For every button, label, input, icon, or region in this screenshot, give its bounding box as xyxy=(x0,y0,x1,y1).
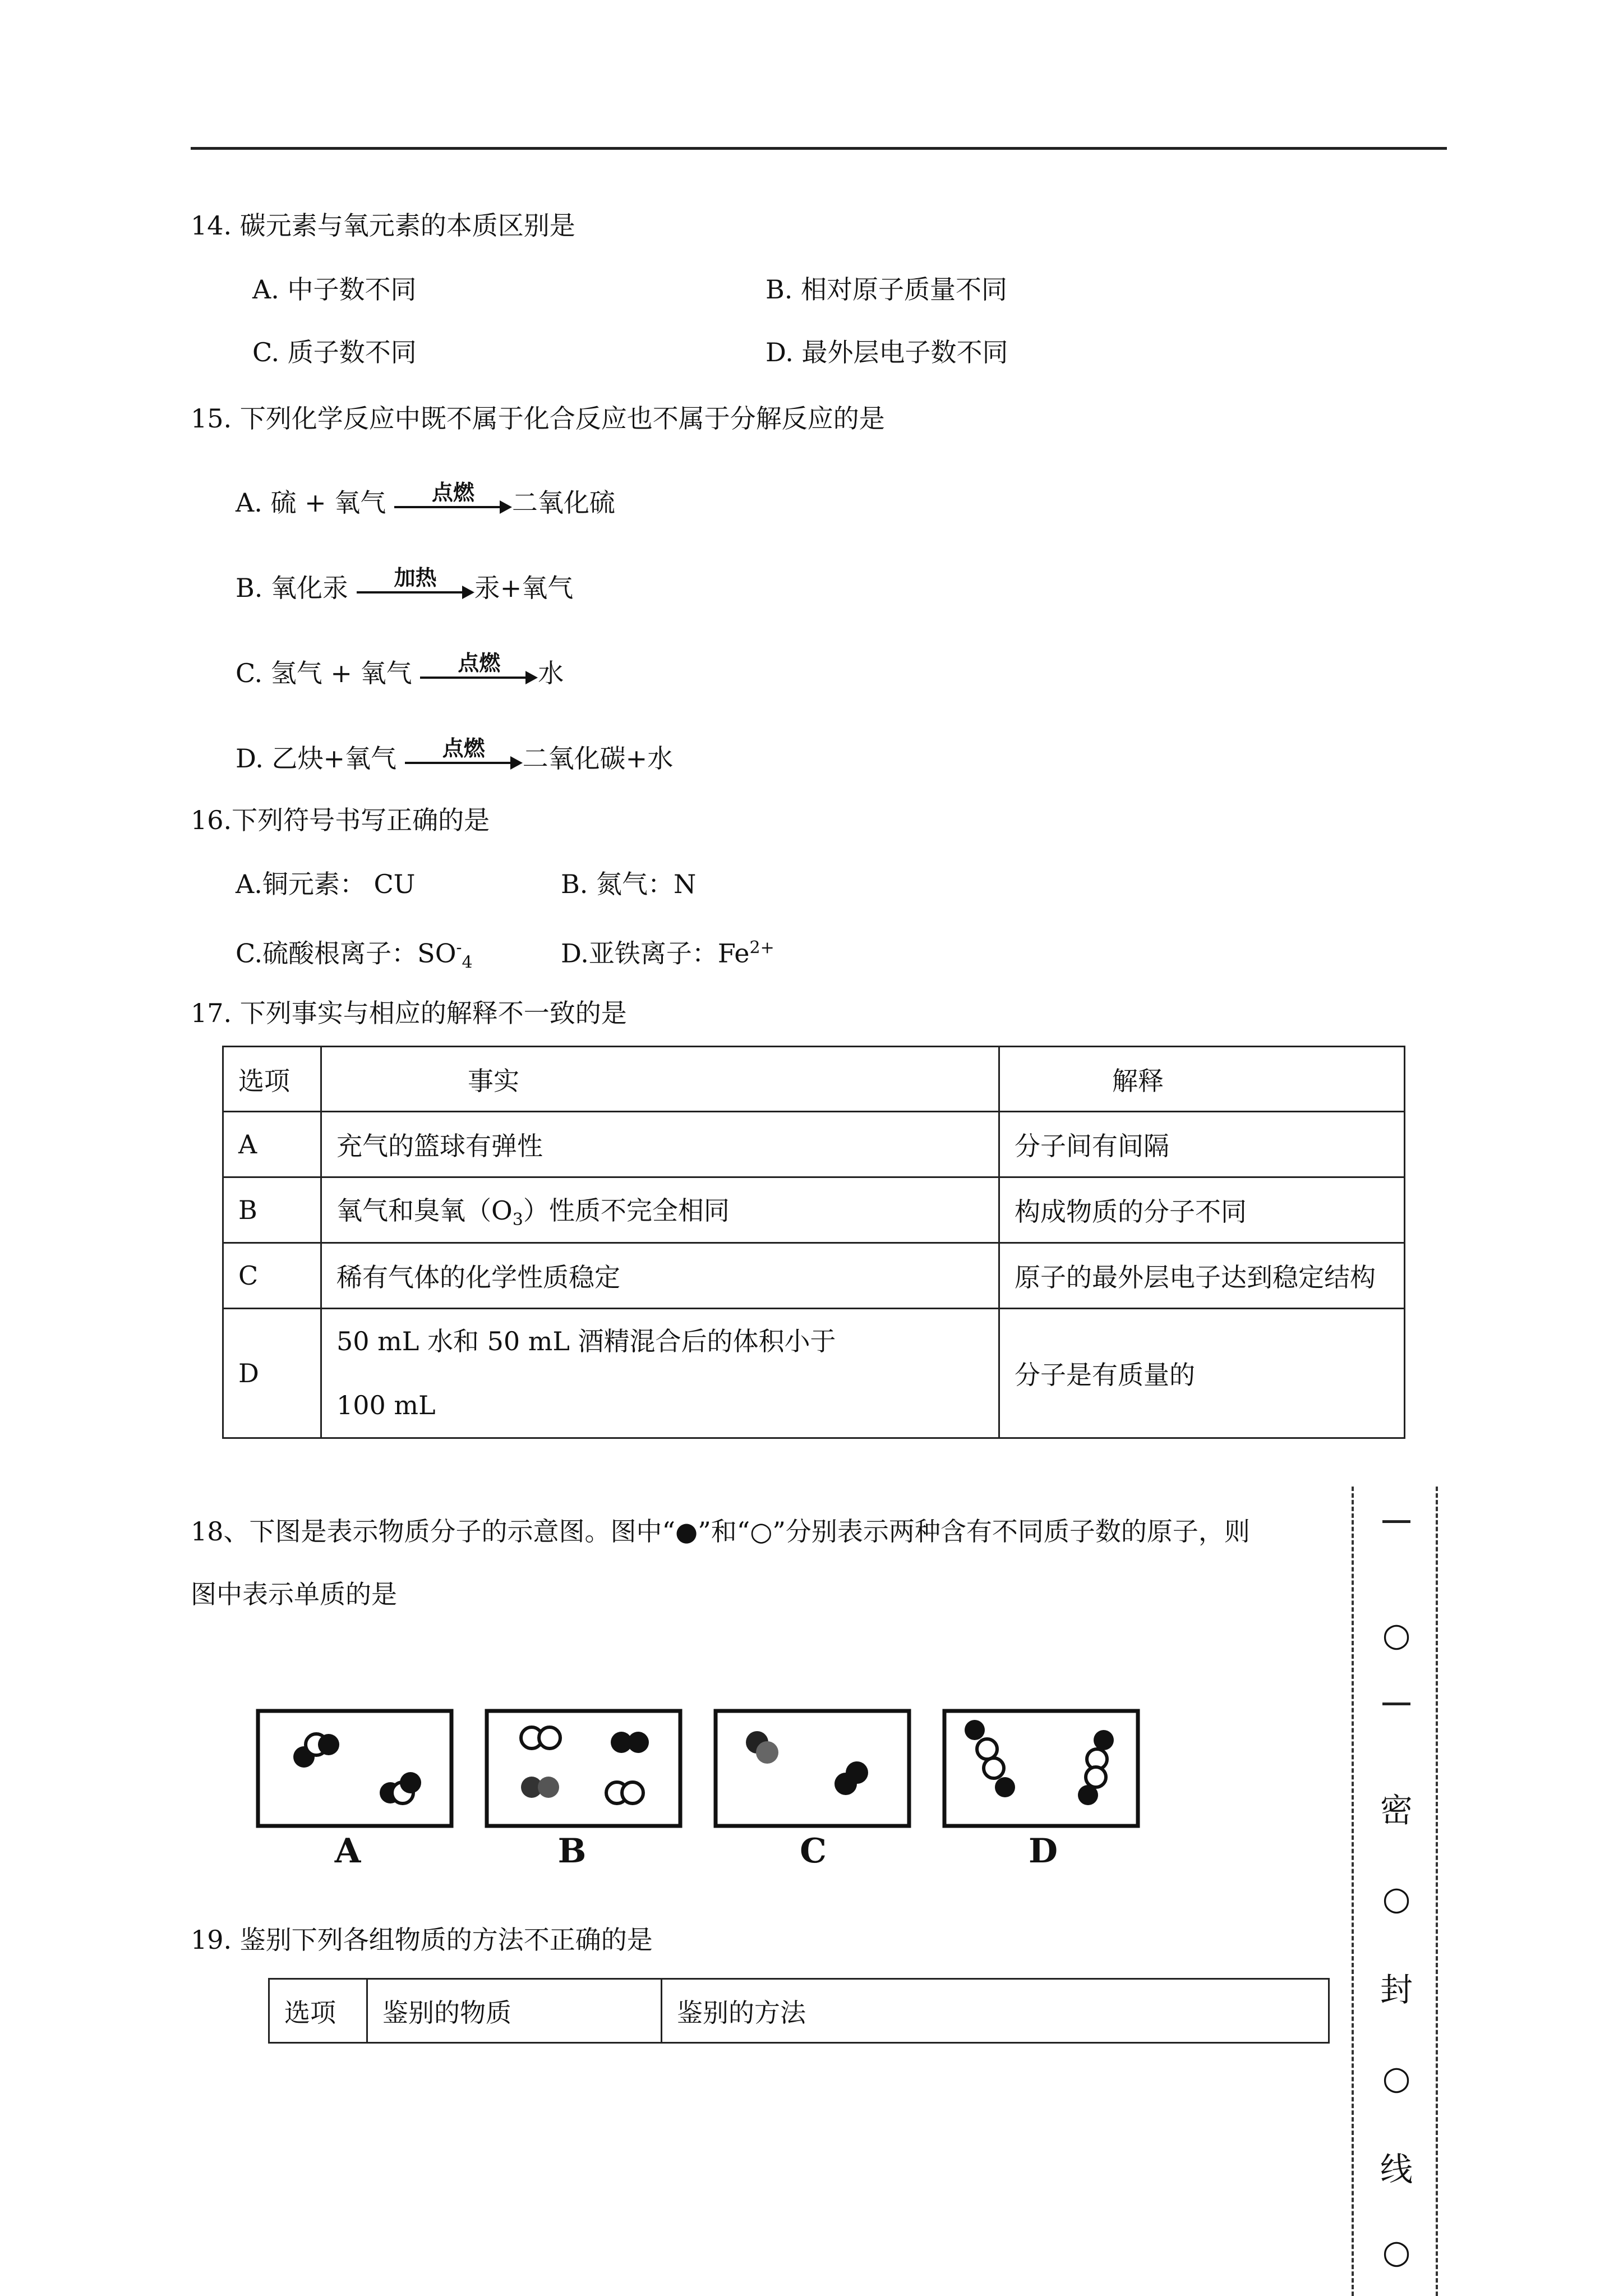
q17-table xyxy=(222,1046,1405,1439)
q18-line1: 18、下图是表示物质分子的示意图。图中“●”和“○”分别表示两种含有不同质子数的原子，则 xyxy=(191,1516,1250,1547)
molecule-box-a xyxy=(258,1711,451,1871)
row-explanation: 分子间有间隔 xyxy=(999,1112,1405,1177)
reaction-condition: 点燃 xyxy=(431,480,474,505)
molecule-label-a: A xyxy=(334,1832,361,1871)
reaction-arrow xyxy=(394,480,512,522)
row-option: D xyxy=(223,1309,321,1438)
table-row xyxy=(223,1243,1405,1309)
seal-circle: ○ xyxy=(1382,2059,1411,2097)
q14-option-a: A. 中子数不同 xyxy=(252,274,417,305)
q16-option-d xyxy=(561,931,774,970)
table-row xyxy=(223,1309,1405,1438)
row-explanation: 分子是有质量的 xyxy=(999,1309,1405,1438)
molecule-diagrams xyxy=(236,1694,1178,1874)
q15-stem: 15. 下列化学反应中既不属于化合反应也不属于分解反应的是 xyxy=(191,403,885,434)
q16-stem: 16.下列符号书写正确的是 xyxy=(191,805,490,835)
q14-stem: 14. 碳元素与氧元素的本质区别是 xyxy=(191,210,575,241)
q16-d-text: D.亚铁离子：Fe xyxy=(561,938,750,969)
q15-a-reactants: A. 硫 + 氧气 xyxy=(236,487,386,518)
margin-rule xyxy=(1382,1520,1410,1523)
q15-d-products: 二氧化碳+水 xyxy=(522,743,674,774)
molecule-box-b xyxy=(487,1711,680,1871)
q15-option-d xyxy=(236,735,674,777)
q14-option-c: C. 质子数不同 xyxy=(252,337,417,367)
q15-option-b xyxy=(236,565,574,607)
reaction-condition: 加热 xyxy=(394,565,437,590)
table-row xyxy=(223,1112,1405,1177)
header-option: 选项 xyxy=(223,1047,321,1112)
table-row xyxy=(223,1177,1405,1243)
table-header-row xyxy=(223,1047,1405,1112)
q15-b-products: 汞+氧气 xyxy=(474,573,574,603)
row-option: B xyxy=(223,1177,321,1243)
header-method: 鉴别的方法 xyxy=(662,1979,1329,2043)
seal-circle: ○ xyxy=(1382,2233,1411,2271)
molecule-label-c: C xyxy=(800,1832,827,1871)
reaction-arrow xyxy=(357,565,474,607)
q14-option-d: D. 最外层电子数不同 xyxy=(766,337,1008,367)
header-rule xyxy=(191,147,1447,150)
q15-c-reactants: C. 氢气 + 氧气 xyxy=(236,658,412,688)
q16-d-charge: 2+ xyxy=(749,938,774,958)
row-option: C xyxy=(223,1243,321,1309)
seal-line-margin xyxy=(1352,1487,1441,2296)
q19-table xyxy=(268,1978,1330,2044)
q16-c-subscript: 4 xyxy=(462,953,473,973)
row-explanation: 构成物质的分子不同 xyxy=(999,1177,1405,1243)
q15-option-c xyxy=(236,650,564,692)
row-fact xyxy=(321,1309,999,1438)
reaction-condition: 点燃 xyxy=(442,735,485,761)
molecule-box-d xyxy=(944,1711,1138,1871)
header-fact: 事实 xyxy=(321,1047,999,1112)
seal-circle: ○ xyxy=(1382,1879,1411,1917)
row-fact-line2: 100 mL xyxy=(336,1390,436,1420)
row-fact: 充气的篮球有弹性 xyxy=(321,1112,999,1177)
table-header-row xyxy=(269,1979,1329,2043)
reaction-arrow xyxy=(405,735,523,777)
q15-a-products: 二氧化硫 xyxy=(511,487,615,518)
row-fact: 氧气和臭氧$(O_3)$性质不完全相同 xyxy=(321,1177,999,1243)
q16-option-b: B. 氮气：N xyxy=(561,869,697,899)
seal-char-mi: 密 xyxy=(1380,1791,1413,1829)
q14-option-b: B. 相对原子质量不同 xyxy=(766,274,1008,305)
seal-char-xian: 线 xyxy=(1380,2150,1413,2188)
header-explanation: 解释 xyxy=(999,1047,1405,1112)
row-option: A xyxy=(223,1112,321,1177)
row-fact: 稀有气体的化学性质稳定 xyxy=(321,1243,999,1309)
molecule-box-c xyxy=(716,1711,909,1871)
margin-rule xyxy=(1382,1703,1410,1705)
row-fact-line1: 50 mL 水和 50 mL 酒精混合后的体积小于 xyxy=(336,1326,836,1356)
q18-line2: 图中表示单质的是 xyxy=(191,1579,397,1609)
q16-option-a: A.铜元素： CU xyxy=(236,869,416,899)
q16-option-c xyxy=(236,931,473,980)
reaction-condition: 点燃 xyxy=(458,650,501,675)
molecule-label-d: D xyxy=(1028,1832,1058,1871)
seal-circle: ○ xyxy=(1382,1616,1411,1654)
reaction-arrow xyxy=(420,650,538,692)
q15-b-reactants: B. 氧化汞 xyxy=(236,573,349,603)
header-substances: 鉴别的物质 xyxy=(367,1979,662,2043)
header-option: 选项 xyxy=(269,1979,367,2043)
q15-d-reactants: D. 乙炔+氧气 xyxy=(236,743,397,774)
q15-option-a xyxy=(236,480,615,522)
q15-c-products: 水 xyxy=(538,658,564,688)
q16-c-charge: - xyxy=(456,938,462,958)
row-explanation: 原子的最外层电子达到稳定结构 xyxy=(999,1243,1405,1309)
seal-char-feng: 封 xyxy=(1380,1971,1413,2009)
q19-stem: 19. 鉴别下列各组物质的方法不正确的是 xyxy=(191,1925,653,1955)
q17-stem: 17. 下列事实与相应的解释不一致的是 xyxy=(191,998,627,1028)
q16-c-text: C.硫酸根离子：SO xyxy=(236,938,457,969)
molecule-label-b: B xyxy=(557,1832,587,1871)
